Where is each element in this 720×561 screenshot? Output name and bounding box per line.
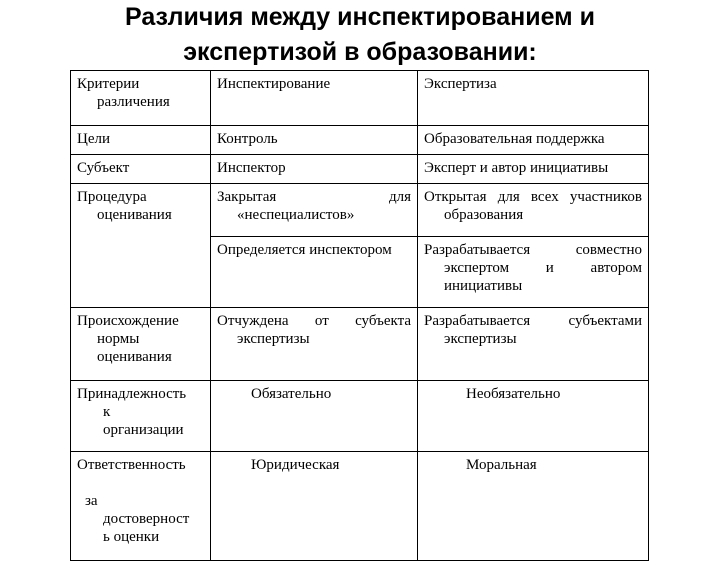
comparison-table xyxy=(70,70,649,561)
membership-expertise-cell: Необязательно xyxy=(418,381,649,452)
membership-label-line-1: Принадлежность xyxy=(77,386,187,402)
header-expertise-cell: Экспертиза xyxy=(418,71,649,126)
procedure-inspection-cell-b: Определяется инспектором xyxy=(211,237,418,308)
membership-label-line-2: к xyxy=(103,404,111,420)
responsibility-inspection-cell: Юридическая xyxy=(211,452,418,561)
slide-title xyxy=(0,0,720,70)
procedure-label-cell: Процедура оценивания xyxy=(71,184,211,308)
membership-label-line-3: организации xyxy=(103,422,184,438)
procedure-expertise-cell-a: Открытая для всех участников образования xyxy=(418,184,649,237)
responsibility-label-cell xyxy=(71,452,211,561)
table-row-procedure-a xyxy=(71,184,649,237)
slide-title-line-1: Различия между инспектированием и xyxy=(125,3,595,31)
subject-label-cell: Субъект xyxy=(71,155,211,184)
procedure-expertise-cell-b: Разрабатывается совместно экспертом и автором инициативы xyxy=(418,237,649,308)
table-row-membership xyxy=(71,381,649,452)
table-row-header xyxy=(71,71,649,126)
origin-label-cell: Происхождение нормы оценивания xyxy=(71,308,211,381)
goals-inspection-cell: Контроль xyxy=(211,126,418,155)
subject-inspection-cell: Инспектор xyxy=(211,155,418,184)
procedure-inspection-cell-a: Закрытая для «неспециалистов» xyxy=(211,184,418,237)
origin-inspection-cell: Отчуждена от субъекта экспертизы xyxy=(211,308,418,381)
membership-label-cell xyxy=(71,381,211,452)
header-inspection-cell: Инспектирование xyxy=(211,71,418,126)
origin-expertise-cell: Разрабатывается субъектами экспертизы xyxy=(418,308,649,381)
table-row-goals xyxy=(71,126,649,155)
responsibility-label-line-2: за xyxy=(85,493,98,509)
goals-expertise-cell: Образовательная поддержка xyxy=(418,126,649,155)
table-row-origin xyxy=(71,308,649,381)
slide-title-line-2: экспертизой в образовании: xyxy=(183,38,537,66)
responsibility-label-line-4: ь оценки xyxy=(103,529,160,545)
table-row-subject xyxy=(71,155,649,184)
responsibility-expertise-cell: Моральная xyxy=(418,452,649,561)
responsibility-label-spacer xyxy=(77,474,204,492)
header-criteria-cell: Критерии различения xyxy=(71,71,211,126)
responsibility-label-line-1: Ответственность xyxy=(77,457,186,473)
table-row-responsibility xyxy=(71,452,649,561)
responsibility-label-line-3: достоверност xyxy=(103,511,190,527)
membership-inspection-cell: Обязательно xyxy=(211,381,418,452)
subject-expertise-cell: Эксперт и автор инициативы xyxy=(418,155,649,184)
goals-label-cell: Цели xyxy=(71,126,211,155)
